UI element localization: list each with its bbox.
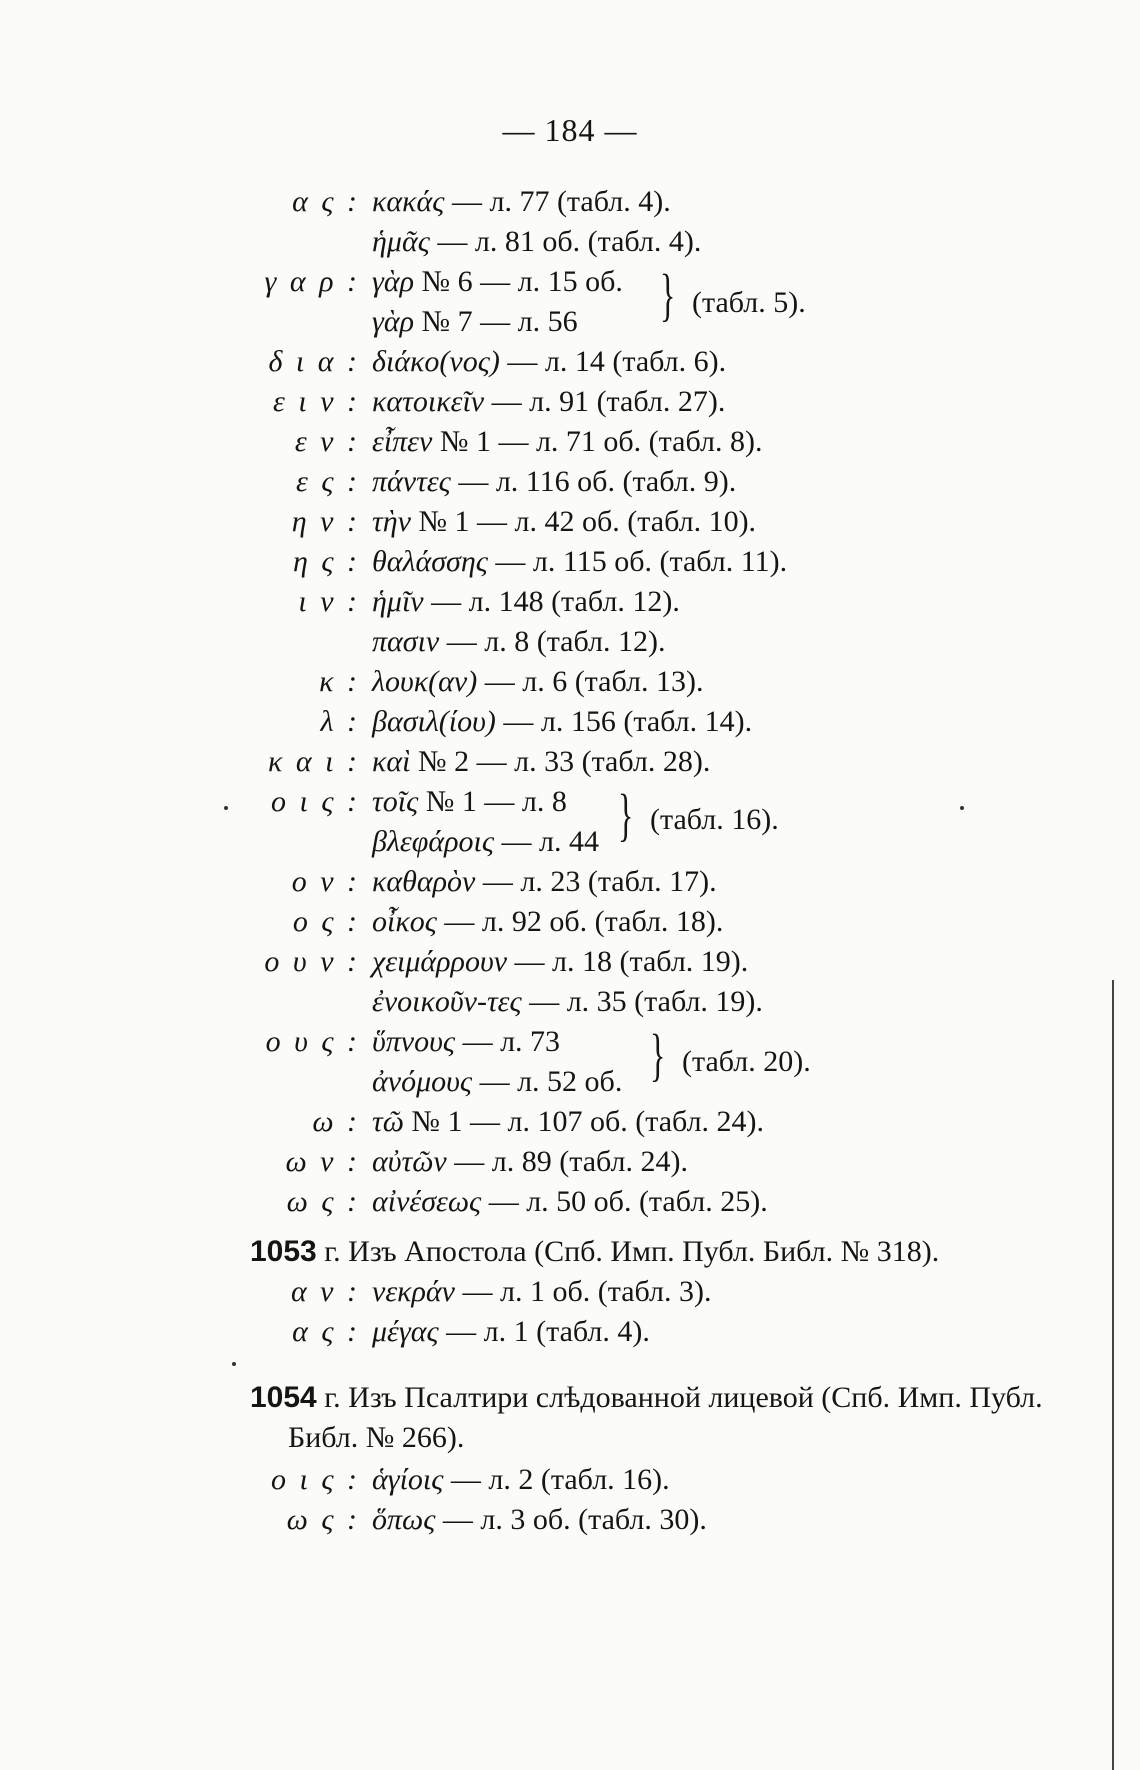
- entry-ref: № 2 — л. 33 (табл. 28).: [410, 745, 711, 778]
- entry-ref: — л. 52 об.: [472, 1065, 623, 1098]
- entry-ending: α ν :: [290, 1275, 360, 1308]
- entry-word: ἡμῖν: [372, 585, 424, 618]
- entry-ending: ο υ ς :: [265, 1025, 360, 1058]
- entry-ref: № 1 — л. 107 об. (табл. 24).: [403, 1105, 765, 1138]
- entry-word: ἁγίοις: [372, 1463, 444, 1496]
- entry-ref: — л. 50 об. (табл. 25).: [481, 1185, 768, 1218]
- entry-ref: — л. 18 (табл. 19).: [507, 945, 749, 978]
- entry-word: αἰνέσεως: [372, 1185, 482, 1218]
- page-number: — 184 —: [502, 112, 638, 148]
- entry-word: κατοικεῖν: [372, 385, 485, 418]
- entry-ending: ε ν :: [294, 425, 360, 458]
- entry-ending: α ς :: [292, 185, 360, 218]
- entry-word: λουκ(αν): [372, 665, 478, 698]
- entry-ref: — л. 6 (табл. 13).: [477, 665, 704, 698]
- entry-word: ἀνόμους: [372, 1065, 473, 1098]
- entry-ref: — л. 73: [455, 1025, 561, 1058]
- entry-ref: — л. 8 (табл. 12).: [439, 625, 666, 658]
- entry-ending: κ :: [319, 665, 360, 698]
- group-line: [372, 302, 578, 342]
- entry-word: ἡμᾶς: [372, 225, 430, 258]
- entry-word: τῶ: [372, 1105, 404, 1138]
- group-line: [372, 822, 599, 862]
- entry-ending: ε ς :: [296, 465, 360, 498]
- entry-ending: η ν :: [291, 505, 360, 538]
- entry-ref: — л. 156 (табл. 14).: [495, 705, 753, 738]
- entry-ending: η ς :: [292, 545, 360, 578]
- scan-speck: [224, 806, 228, 810]
- section-title-continuation: Библ. № 266).: [288, 1421, 465, 1454]
- entry-ref: — л. 1 об. (табл. 3).: [455, 1275, 712, 1308]
- entry-ref: — л. 44: [494, 825, 599, 858]
- entry-ref: — л. 14 (табл. 6).: [499, 345, 727, 378]
- entry-word: νεκράν: [372, 1275, 455, 1308]
- entry-ref: № 1 — л. 8: [418, 785, 567, 818]
- entry-word: καὶ: [372, 745, 411, 778]
- entry-ending: ι ν :: [298, 585, 360, 618]
- entry-ref: — л. 115 об. (табл. 11).: [487, 545, 788, 578]
- entry-word: βλεφάροις: [372, 825, 495, 858]
- entry-word: αὐτῶν: [372, 1145, 447, 1178]
- scan-speck: [960, 806, 964, 810]
- brace-icon: }: [618, 782, 634, 847]
- entry-word: ἐνοικοῦν-τες: [372, 985, 522, 1018]
- group-table-ref: (табл. 20).: [682, 1045, 811, 1078]
- section-year: 1054: [250, 1381, 317, 1414]
- entry-ending: ο ι ς :: [271, 1463, 360, 1496]
- entry-ref: — л. 77 (табл. 4).: [444, 185, 671, 218]
- entry-word: εἶπεν: [372, 425, 433, 458]
- entry-ending: ο ν :: [291, 865, 360, 898]
- entry-ending: δ ι α :: [268, 345, 360, 378]
- entry-word: τοῖς: [372, 785, 419, 818]
- entry-ref: № 1 — л. 42 об. (табл. 10).: [410, 505, 757, 538]
- entry-ref: № 6 — л. 15 об.: [413, 265, 623, 298]
- entry-ref: — л. 116 об. (табл. 9).: [450, 465, 737, 498]
- entry-ref: — л. 148 (табл. 12).: [423, 585, 680, 618]
- entry-word: ὅπως: [372, 1503, 436, 1536]
- entry-ending: ο ι ς :: [271, 785, 360, 818]
- group-line: [372, 782, 567, 822]
- group-table-ref: (табл. 5).: [692, 286, 806, 319]
- entry-ref: — л. 91 (табл. 27).: [484, 385, 726, 418]
- entry-ending: ο υ ν :: [264, 945, 360, 978]
- section-heading: [250, 1378, 1043, 1418]
- entry-ref: — л. 81 об. (табл. 4).: [429, 225, 702, 258]
- brace-icon: }: [650, 1022, 666, 1087]
- entry-ref: — л. 89 (табл. 24).: [446, 1145, 688, 1178]
- entry-ending: λ :: [320, 705, 360, 738]
- entry-ref: — л. 23 (табл. 17).: [475, 865, 717, 898]
- entry-word: κακάς: [372, 185, 445, 218]
- entry-word: οἶκος: [372, 905, 437, 938]
- entry-word: πάντες: [372, 465, 451, 498]
- entry-ending: ε ι ν :: [273, 385, 360, 418]
- section-title: г. Изъ Псалтири слѣдованной лицевой (Спб. Имп. Публ.: [316, 1381, 1043, 1414]
- entry-word: πασιν: [372, 625, 440, 658]
- group-line: [372, 262, 623, 302]
- entry-word: γὰρ: [372, 265, 414, 298]
- entry-ending: ω ς :: [286, 1503, 360, 1536]
- section-year: 1053: [250, 1235, 317, 1268]
- entry-ref: — л. 92 об. (табл. 18).: [436, 905, 724, 938]
- section-heading: [250, 1232, 939, 1272]
- group-table-ref: (табл. 16).: [650, 803, 779, 836]
- entry-ref: — л. 2 (табл. 16).: [443, 1463, 670, 1496]
- entry-ending: ω ς :: [286, 1185, 360, 1218]
- group-line: [372, 1022, 560, 1062]
- entry-word: ὕπνους: [372, 1025, 456, 1058]
- scan-speck: [232, 1362, 236, 1366]
- scan-margin-line: [1112, 980, 1114, 1770]
- entry-ref: № 1 — л. 71 об. (табл. 8).: [432, 425, 763, 458]
- entry-ending: ω :: [312, 1105, 360, 1138]
- group-line: [372, 1062, 622, 1102]
- entry-word: καθαρὸν: [372, 865, 476, 898]
- entry-ref: — л. 3 об. (табл. 30).: [435, 1503, 707, 1536]
- entry-word: διάκο(νος): [372, 345, 500, 378]
- entry-ending: α ς :: [292, 1315, 360, 1348]
- entry-word: γὰρ: [372, 305, 414, 338]
- entry-ref: № 7 — л. 56: [413, 305, 578, 338]
- entry-word: χειμάρρουν: [372, 945, 508, 978]
- entry-word: βασιλ(ίου): [372, 705, 496, 738]
- entry-ending: ω ν :: [285, 1145, 360, 1178]
- entry-ending: ο ς :: [292, 905, 360, 938]
- entry-word: θαλάσσης: [372, 545, 488, 578]
- brace-icon: }: [660, 262, 676, 327]
- section-title: г. Изъ Апостола (Спб. Имп. Публ. Библ. № 318).: [316, 1235, 940, 1268]
- entry-ref: — л. 35 (табл. 19).: [521, 985, 763, 1018]
- entry-word: μέγας: [372, 1315, 439, 1348]
- entry-ending: γ α ρ :: [264, 265, 360, 298]
- entry-word: τὴν: [372, 505, 411, 538]
- entry-ref: — л. 1 (табл. 4).: [438, 1315, 650, 1348]
- entry-ending: κ α ι :: [268, 745, 360, 778]
